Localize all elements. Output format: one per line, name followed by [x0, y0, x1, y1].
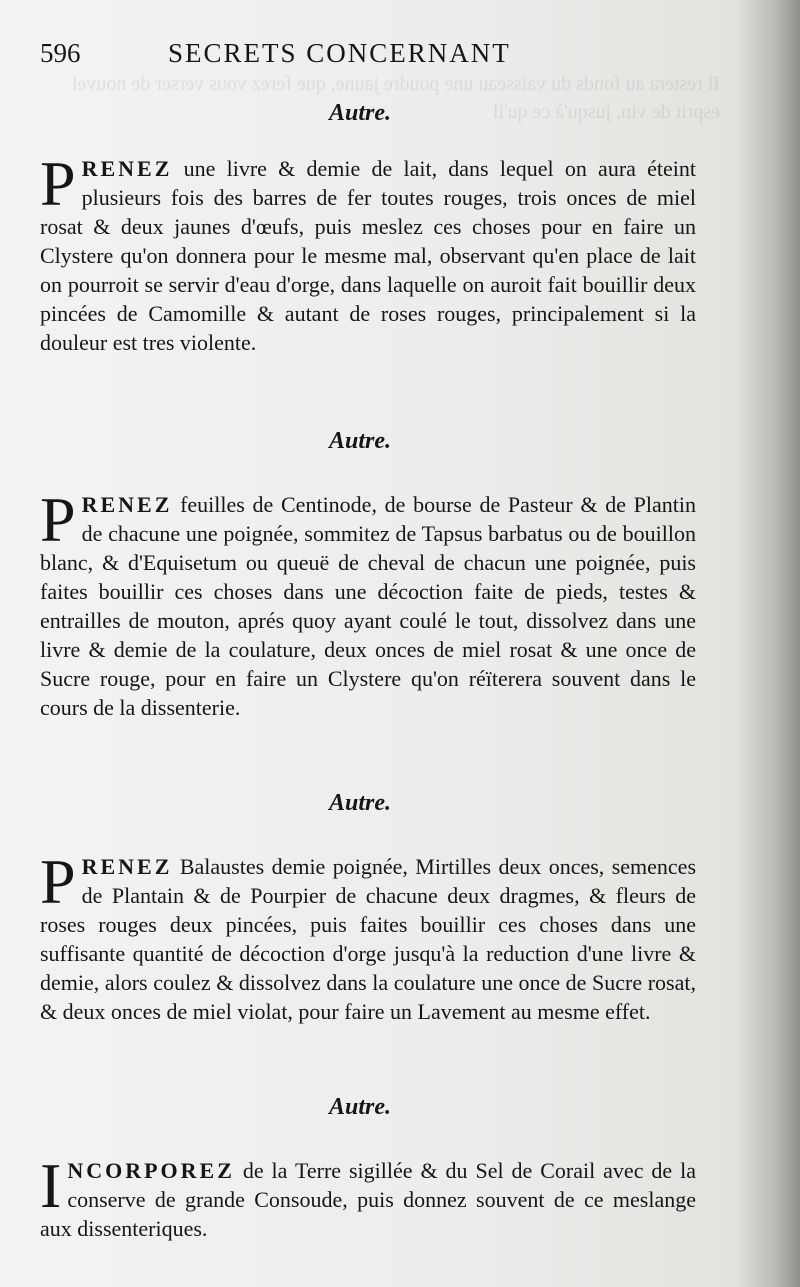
section-title: Autre.: [328, 790, 391, 816]
drop-cap: P: [40, 148, 76, 219]
recipe-paragraph: [40, 846, 697, 1026]
lead-word: RENEZ: [81, 854, 173, 879]
section-title: Autre.: [328, 428, 391, 454]
lead-word: NCORPOREZ: [67, 1158, 235, 1183]
recipe-paragraph: [40, 484, 697, 722]
section-title: Autre.: [328, 100, 391, 126]
running-head: SECRETS CONCERNANT: [168, 38, 511, 68]
page-header: [40, 38, 700, 78]
page-number: 596: [40, 38, 81, 68]
recipe-paragraph: [40, 1150, 696, 1243]
paragraph-text: feuilles de Centinode, de bourse de Pasteur & de Plantin de chacune une poignée, sommitez de Tapsus barbatus ou de bouillon blanc, & d'Equisetum ou queuë de cheval de chacun une poignée, puis faites bouillir ces choses dans une décoction faite de pieds, testes & entrailles de mouton, aprés quoy ayant coulé le tout, dissolvez dans une livre & demie de la coulature, deux onces de miel rosat & une once de Sucre rouge, pour en faire un Clystere qu'on réïterera souvent dans le cours de la dissenterie.: [40, 492, 697, 720]
drop-cap: P: [40, 846, 76, 917]
paragraph-text: une livre & demie de lait, dans lequel on aura éteint plusieurs fois des barres de fer toutes rouges, trois onces de miel rosat & deux jaunes d'œufs, puis meslez ces choses pour en faire un Clystere qu'on donnera pour le mesme mal, observant qu'en place de lait on pourroit se servir d'eau d'orge, dans laquelle on auroit fait bouillir deux pincées de Camomille & autant de roses rouges, principalement si la douleur est tres violente.: [40, 156, 696, 355]
lead-word: RENEZ: [81, 156, 173, 181]
paragraph-text: de la Terre sigillée & du Sel de Corail avec de la conserve de grande Consoude, puis donnez souvent de ce meslange aux dissenteriques.: [40, 1158, 696, 1241]
drop-cap: P: [40, 484, 76, 555]
drop-cap: I: [40, 1150, 62, 1221]
bleed-through-text: Il restera au fonds du vaisseau une poudre jaune, que ferez vous verser de nouvel esprit de vin, jusqu'à ce qu'il: [71, 73, 720, 123]
lead-word: RENEZ: [81, 492, 173, 517]
paragraph-text: Balaustes demie poignée, Mirtilles deux onces, semences de Plantain & de Pourpier de chacune deux dragmes, & fleurs de roses rouges deux pincées, puis faites bouillir ces choses dans une suffisante quantité de décoction d'orge jusqu'à la reduction d'une livre & demie, alors coulez & dissolvez dans la coulature une once de Sucre rosat, & deux onces de miel violat, pour faire un Lavement au mesme effet.: [40, 854, 697, 1024]
recipe-paragraph: [40, 148, 696, 357]
section-title: Autre.: [328, 1094, 391, 1120]
